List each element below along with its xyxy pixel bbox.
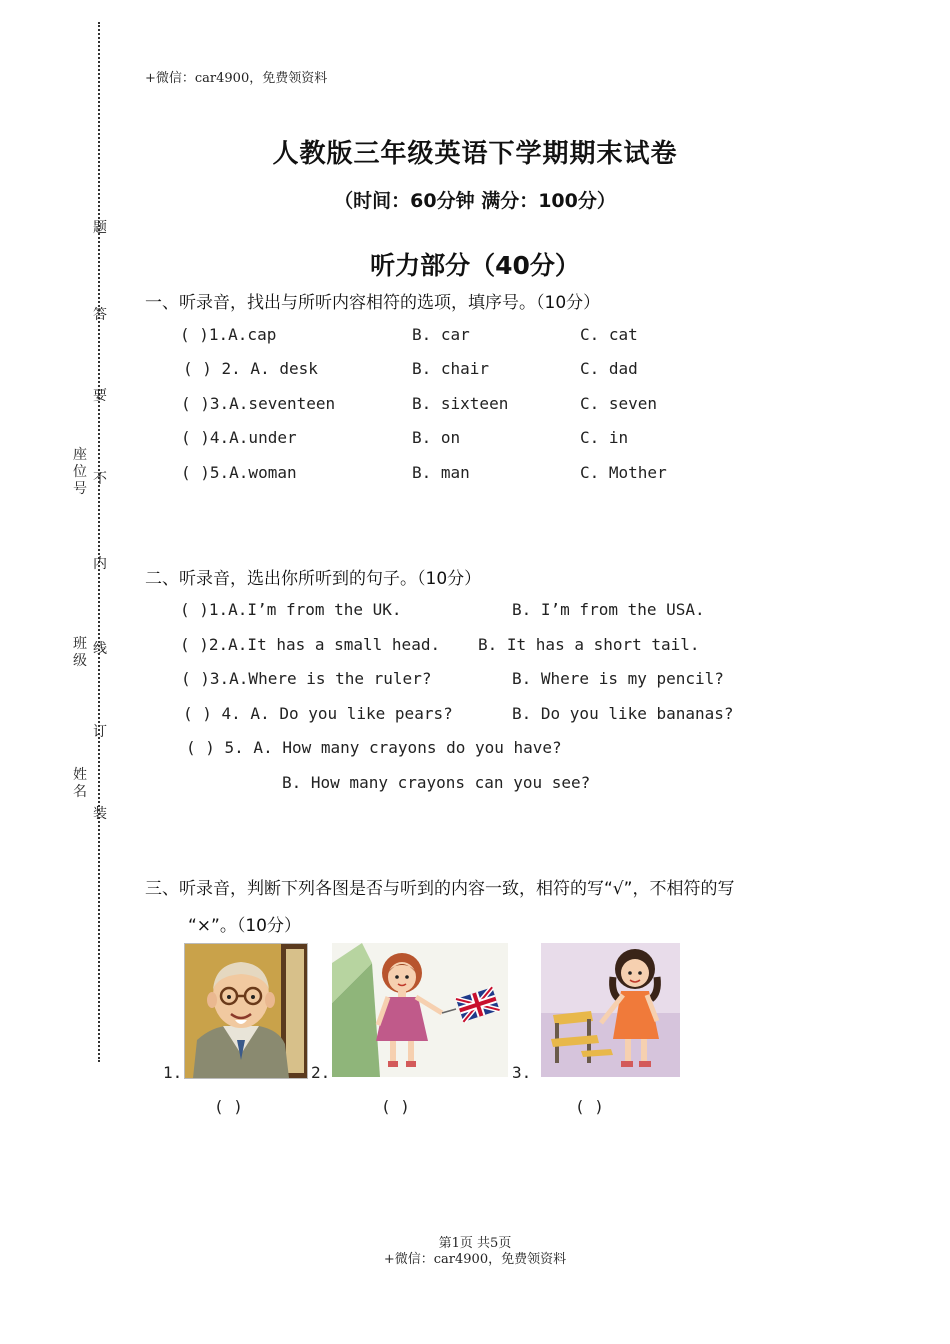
part2-q1-option-b: B. I’m from the USA. bbox=[512, 600, 705, 619]
header-watermark: +微信：car4900，免费领资料 bbox=[145, 71, 328, 86]
part1-q1-option-a: ( )1.A.cap bbox=[180, 325, 277, 344]
part1-q2-option-c: C. dad bbox=[580, 359, 638, 378]
picture-2-number: 2. bbox=[311, 1063, 331, 1082]
part3-heading-line1: 三、听录音，判断下列各图是否与听到的内容一致，相符的写“√”，不相符的写 bbox=[145, 879, 735, 899]
part1-q1-option-b: B. car bbox=[412, 325, 470, 344]
part1-q3-option-c: C. seven bbox=[580, 394, 658, 413]
binding-char-da: 答 bbox=[93, 307, 107, 323]
binding-dotted-line bbox=[98, 22, 100, 1062]
part1-q5-option-b: B. man bbox=[412, 463, 470, 482]
part2-heading: 二、听录音，选出你所听到的句子。（10分） bbox=[145, 569, 482, 589]
class-label: 班级 bbox=[73, 636, 87, 669]
part1-q5-option-c: C. Mother bbox=[580, 463, 667, 482]
part2-q3-option-a: ( )3.A.Where is the ruler? bbox=[181, 669, 432, 688]
picture-2-answer-blank[interactable]: ( ) bbox=[381, 1097, 410, 1116]
part1-q4-option-a: ( )4.A.under bbox=[181, 428, 297, 447]
part1-heading: 一、听录音，找出与所听内容相符的选项，填序号。（10分） bbox=[145, 293, 601, 313]
picture-girl-with-flag bbox=[332, 943, 508, 1077]
picture-1-number: 1. bbox=[163, 1063, 183, 1082]
part1-q5-option-a: ( )5.A.woman bbox=[181, 463, 297, 482]
exam-subtitle: （时间：60分钟 满分：100分） bbox=[334, 190, 616, 212]
part2-q4-option-a: ( ) 4. A. Do you like pears? bbox=[183, 704, 453, 723]
part2-q5-option-b: B. How many crayons can you see? bbox=[282, 773, 591, 792]
picture-3-number: 3. bbox=[512, 1063, 532, 1082]
binding-char-zhuang: 装 bbox=[93, 806, 107, 822]
part1-q2-option-b: B. chair bbox=[412, 359, 490, 378]
name-label: 姓名 bbox=[73, 767, 87, 800]
exam-title: 人教版三年级英语下学期期末试卷 bbox=[272, 139, 678, 169]
seat-number-label: 座位号 bbox=[73, 447, 87, 497]
part1-q3-option-b: B. sixteen bbox=[412, 394, 509, 413]
picture-3-answer-blank[interactable]: ( ) bbox=[575, 1097, 604, 1116]
part2-q3-option-b: B. Where is my pencil? bbox=[512, 669, 724, 688]
binding-char-xian: 线 bbox=[93, 641, 107, 657]
part1-q2-option-a: ( ) 2. A. desk bbox=[183, 359, 318, 378]
part1-q4-option-c: C. in bbox=[580, 428, 629, 447]
picture-girl-with-chair bbox=[541, 943, 680, 1077]
part2-q5-option-a: ( ) 5. A. How many crayons do you have? bbox=[186, 738, 562, 757]
binding-char-ding: 订 bbox=[93, 724, 107, 740]
part3-heading-line2: “×”。（10分） bbox=[188, 916, 301, 936]
part1-q3-option-a: ( )3.A.seventeen bbox=[181, 394, 336, 413]
part2-q2-option-a: ( )2.A.It has a small head. bbox=[180, 635, 441, 654]
binding-char-ti: 题 bbox=[93, 220, 107, 236]
part2-q4-option-b: B. Do you like bananas? bbox=[512, 704, 734, 723]
part1-q1-option-c: C. cat bbox=[580, 325, 638, 344]
page-number: 第1页 共5页 bbox=[438, 1236, 512, 1251]
part2-q1-option-a: ( )1.A.I’m from the UK. bbox=[180, 600, 402, 619]
binding-char-nei: 内 bbox=[93, 556, 107, 572]
listening-section-title: 听力部分（40分） bbox=[370, 251, 580, 280]
part2-q2-option-b: B. It has a short tail. bbox=[478, 635, 700, 654]
footer-watermark: +微信：car4900，免费领资料 bbox=[383, 1252, 567, 1267]
picture-grandpa bbox=[184, 943, 308, 1079]
picture-1-answer-blank[interactable]: ( ) bbox=[214, 1097, 243, 1116]
binding-char-yao: 要 bbox=[93, 388, 107, 404]
part1-q4-option-b: B. on bbox=[412, 428, 461, 447]
binding-char-bu: 不 bbox=[93, 471, 107, 487]
